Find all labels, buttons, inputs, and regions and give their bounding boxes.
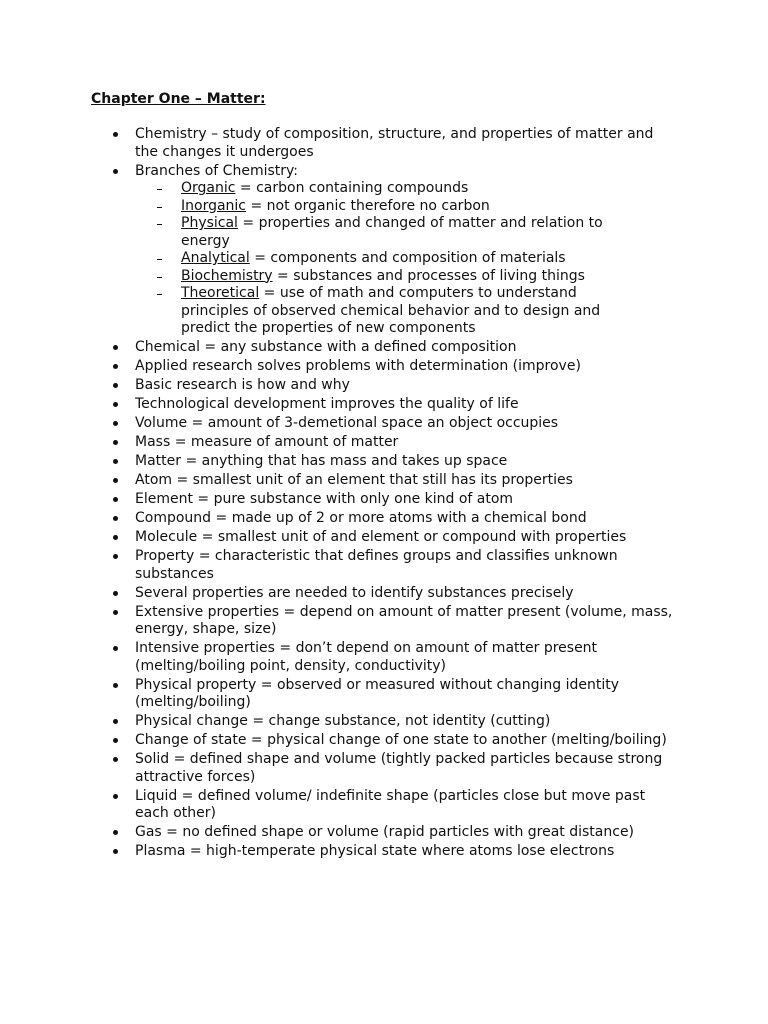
list-item <box>0 843 680 861</box>
list-item <box>0 585 680 603</box>
item-text: Matter = anything that has mass and takes up space <box>135 453 508 469</box>
item-text: Applied research solves problems with determination (improve) <box>135 358 581 374</box>
item-text: Physical property = observed or measured without changing identity (melting/boiling) <box>135 676 619 710</box>
item-text: Intensive properties = don’t depend on amount of matter present (melting/boiling point, density, conductivity) <box>135 640 598 674</box>
item-text: Molecule = smallest unit of and element or compound with properties <box>135 529 627 545</box>
branch-term: Inorganic <box>181 197 247 214</box>
list-item <box>0 824 680 842</box>
list-item <box>0 358 680 376</box>
branches-sublist <box>135 180 680 338</box>
sublist-item <box>0 180 641 198</box>
item-text: Change of state = physical change of one state to another (melting/boiling) <box>135 732 667 748</box>
list-item <box>0 677 680 712</box>
sublist-item <box>0 215 641 250</box>
branch-definition: = carbon containing compounds <box>235 180 469 196</box>
branch-term: Analytical <box>181 250 250 266</box>
item-text: Plasma = high-temperate physical state where atoms lose electrons <box>135 843 615 859</box>
sublist-item <box>0 250 641 268</box>
list-item <box>0 529 680 547</box>
branch-definition: = use of math and computers to understand principles of observed chemical behavior and to design and predict the properties of new components <box>181 285 601 336</box>
item-text: Branches of Chemistry: <box>135 162 298 179</box>
list-item <box>0 453 680 471</box>
item-text: Solid = defined shape and volume (tightly packed particles because strong attractive forces) <box>135 751 663 785</box>
item-text: Chemistry – study of composition, structure, and properties of matter and the changes it undergoes <box>135 126 654 160</box>
list-item <box>0 732 680 750</box>
item-text: Compound = made up of 2 or more atoms with a chemical bond <box>135 510 587 526</box>
item-text: Extensive properties = depend on amount of matter present (volume, mass, energy, shape, size) <box>135 603 673 637</box>
notes-list <box>0 126 768 862</box>
list-item <box>0 751 680 786</box>
list-item <box>0 377 680 395</box>
item-text: Property = characteristic that defines groups and classifies unknown substances <box>135 548 618 582</box>
list-item <box>0 713 680 731</box>
list-item <box>0 604 680 639</box>
item-text: Gas = no defined shape or volume (rapid particles with great distance) <box>135 824 635 840</box>
item-text: Liquid = defined volume/ indefinite shape (particles close but move past each other) <box>135 787 646 821</box>
sublist-item <box>0 268 641 286</box>
item-text: Physical change = change substance, not identity (cutting) <box>135 713 551 729</box>
branch-definition: = properties and changed of matter and relation to energy <box>181 215 603 249</box>
item-text: Several properties are needed to identify substances precisely <box>135 584 574 601</box>
chapter-title: Chapter One – Matter: <box>91 91 266 107</box>
sublist-item <box>0 198 641 216</box>
branch-definition: = components and composition of materials <box>249 250 566 266</box>
list-item <box>0 491 680 509</box>
branch-definition: = not organic therefore no carbon <box>246 197 490 214</box>
branch-definition: = substances and processes of living things <box>272 267 585 284</box>
list-item-branches <box>0 163 680 338</box>
sublist-item <box>0 285 641 338</box>
list-item <box>0 640 680 675</box>
list-item <box>0 788 680 823</box>
list-item <box>0 548 680 583</box>
branch-term: Theoretical <box>181 285 260 301</box>
item-text: Volume = amount of 3-demetional space an object occupies <box>135 415 559 431</box>
item-text: Mass = measure of amount of matter <box>135 434 399 450</box>
list-item <box>0 396 680 414</box>
list-item <box>0 415 680 433</box>
list-item <box>0 339 680 357</box>
item-text: Basic research is how and why <box>135 377 350 393</box>
item-text: Technological development improves the quality of life <box>135 396 519 412</box>
item-text: Atom = smallest unit of an element that still has its properties <box>135 472 573 488</box>
list-item <box>0 510 680 528</box>
list-item <box>0 126 680 161</box>
list-item <box>0 472 680 490</box>
branch-term: Physical <box>181 215 238 231</box>
list-item <box>0 434 680 452</box>
item-text: Chemical = any substance with a defined composition <box>135 339 517 355</box>
item-text: Element = pure substance with only one kind of atom <box>135 491 514 507</box>
branch-term: Biochemistry <box>181 267 273 284</box>
branch-term: Organic <box>181 180 236 196</box>
